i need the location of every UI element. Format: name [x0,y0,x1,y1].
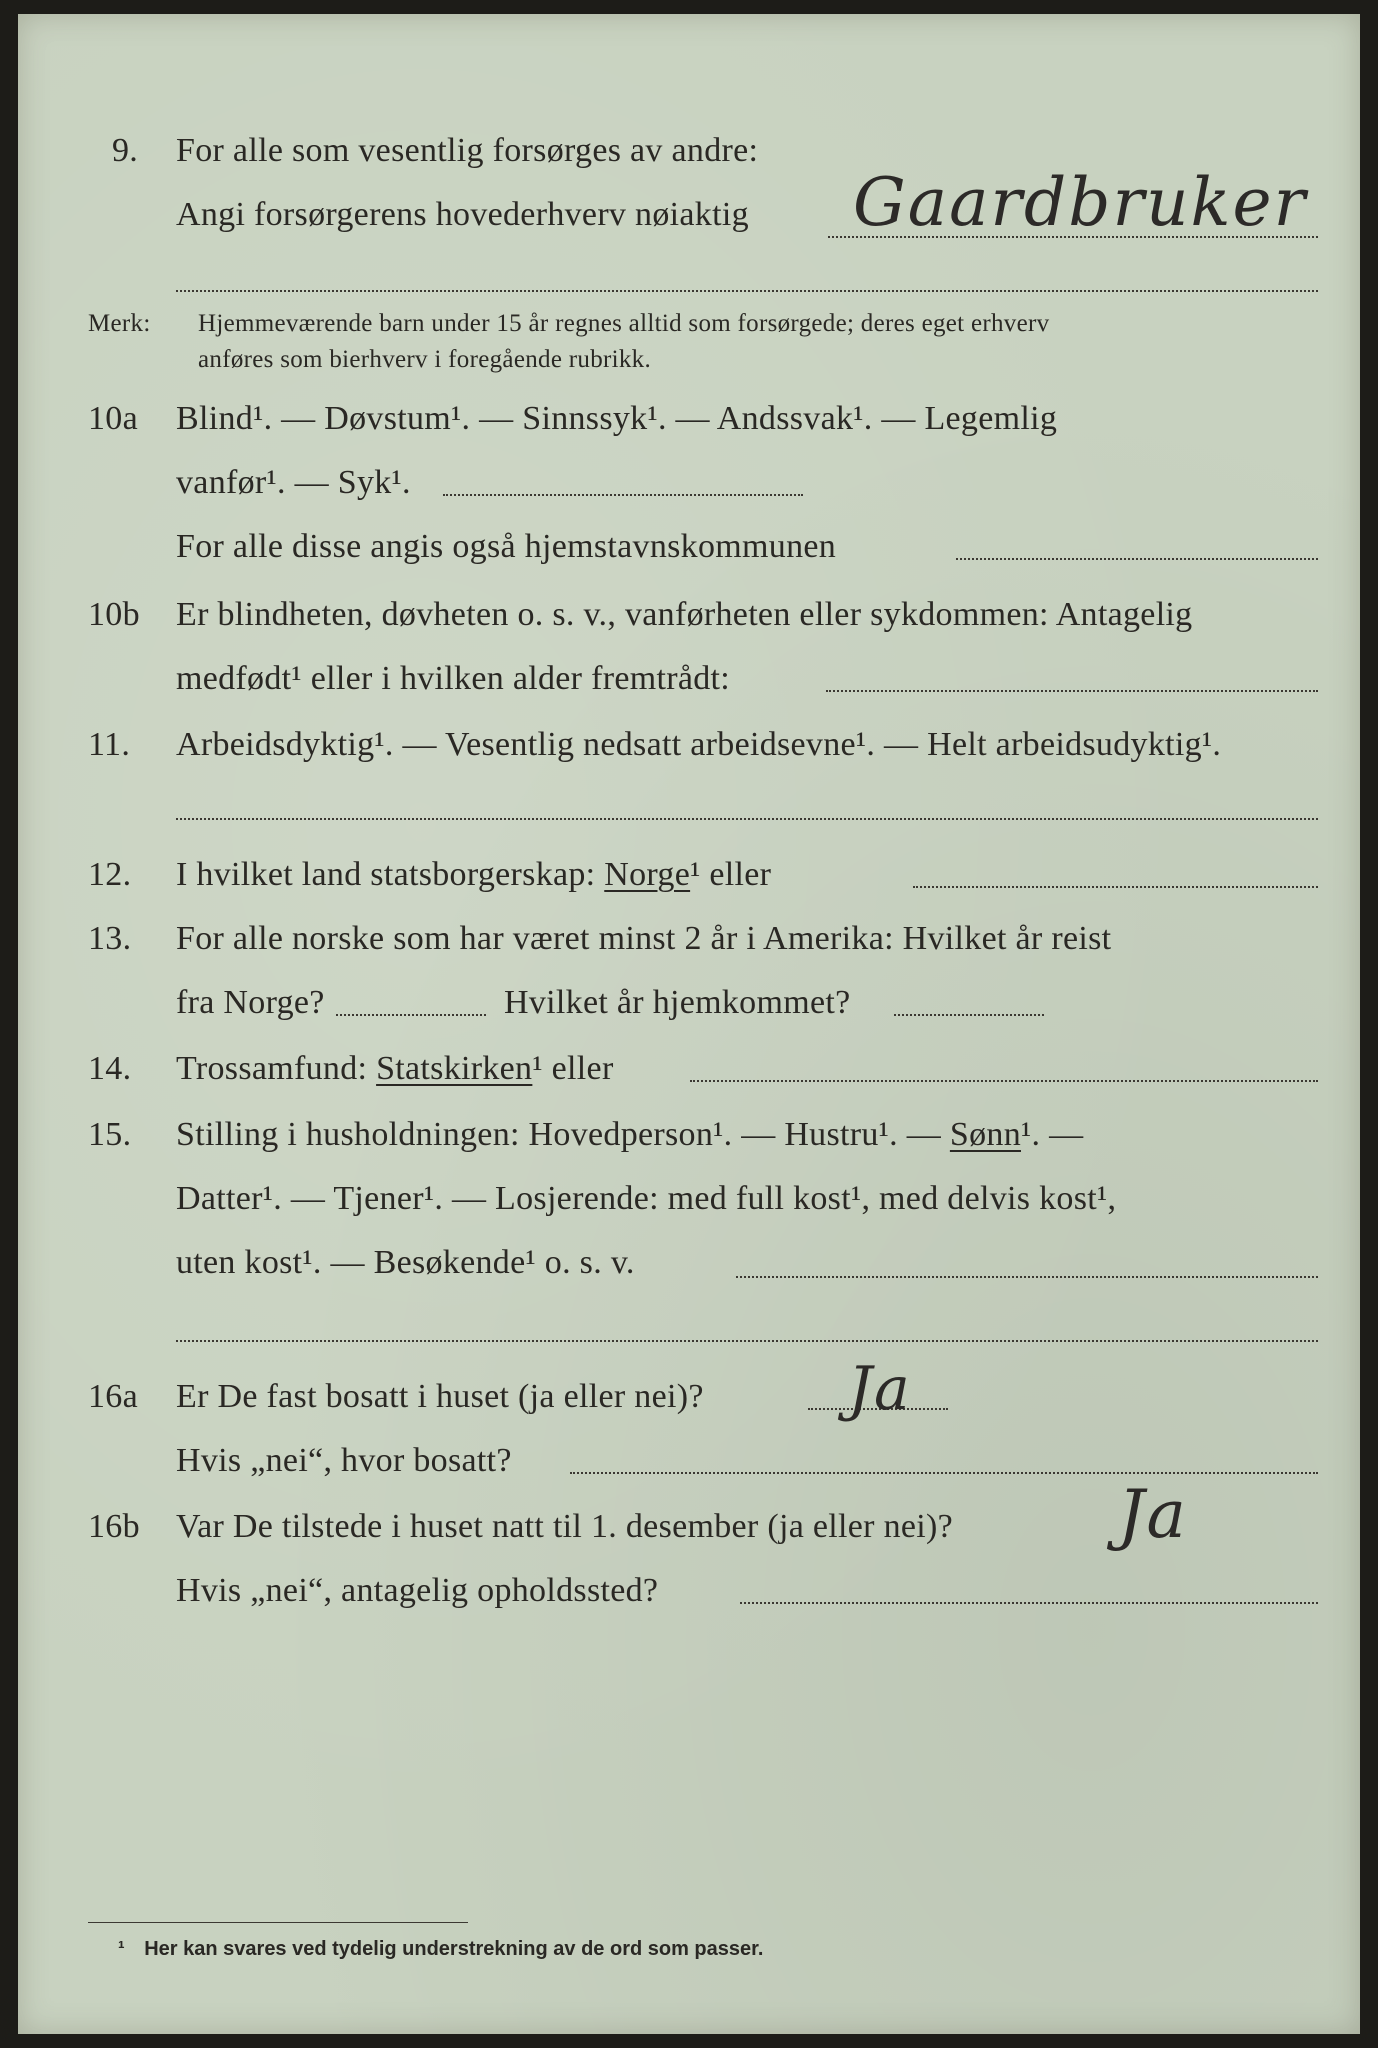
answer-line [443,494,803,496]
question-text-suffix: ¹ eller [532,1050,614,1087]
census-form-page [18,14,1360,2034]
question-text: Datter¹. — Tjener¹. — Losjerende: med full kost¹, med delvis kost¹, [176,1180,1117,1217]
question-number: 10a [88,400,138,437]
answer-line [956,558,1318,560]
question-text: Hvis „nei“, antagelig opholdssted? [176,1572,659,1609]
answer-line [176,1340,1318,1342]
question-text-suffix: ¹ eller [690,856,772,893]
question-number: 13. [88,920,132,957]
answer-line [690,1080,1318,1082]
handwritten-answer: Ja [848,1354,912,1424]
question-text-wrap [176,1116,1083,1154]
answer-line [826,690,1318,692]
question-text: Var De tilstede i huset natt til 1. desember (ja eller nei)? [176,1508,954,1545]
note-text: anføres som bierhverv i foregående rubrikk. [198,346,652,373]
question-text: Blind¹. — Døvstum¹. — Sinnssyk¹. — Andssvak¹. — Legemlig [176,400,1058,437]
question-text-wrap [176,1050,614,1088]
question-text-suffix: ¹. — [1021,1116,1084,1153]
question-number: 10b [88,596,140,633]
handwritten-answer: Gaardbruker [853,164,1308,241]
question-text: Er blindheten, døvheten o. s. v., vanførheten eller sykdommen: Antagelig [176,596,1193,633]
question-number: 12. [88,856,132,893]
answer-line [740,1602,1318,1604]
question-text-wrap [176,856,771,894]
question-text: Stilling i husholdningen: Hovedperson¹. — Hustru¹. — [176,1116,942,1153]
underlined-answer: Statskirken [376,1050,533,1087]
answer-line [176,290,1318,292]
answer-line [336,1014,486,1016]
question-text: Trossamfund: [176,1050,368,1087]
question-text: For alle disse angis også hjemstavnskommunen [176,528,837,565]
question-text: For alle som vesentlig forsørges av andre: [176,132,759,169]
footnote-rule [88,1922,468,1923]
question-text: Angi forsørgerens hovederhverv nøiaktig [176,196,749,233]
note-label: Merk: [88,310,151,337]
question-text: medfødt¹ eller i hvilken alder fremtrådt: [176,660,731,697]
question-number: 9. [112,132,139,169]
question-text: Hvis „nei“, hvor bosatt? [176,1442,512,1479]
underlined-answer: Sønn [949,1116,1021,1153]
answer-line [894,1014,1044,1016]
question-text: Arbeidsdyktig¹. — Vesentlig nedsatt arbeidsevne¹. — Helt arbeidsudyktig¹. [176,726,1222,763]
question-text: Hvilket år hjemkommet? [504,984,851,1021]
answer-line [913,886,1318,888]
question-number: 11. [88,726,131,763]
question-number: 15. [88,1116,132,1153]
question-text: fra Norge? [176,984,325,1021]
note-text: Hjemmeværende barn under 15 år regnes alltid som forsørgede; deres eget erhverv [198,310,1050,337]
underlined-answer: Norge [604,856,691,893]
question-text: uten kost¹. — Besøkende¹ o. s. v. [176,1244,635,1281]
handwritten-answer: Ja [1118,1476,1188,1553]
question-text: I hvilket land statsborgerskap: [176,856,596,893]
footnote-text: Her kan svares ved tydelig understrekning av de ord som passer. [144,1938,764,1960]
question-number: 16b [88,1508,140,1545]
answer-line [176,818,1318,820]
answer-line [570,1472,1318,1474]
question-number: 14. [88,1050,132,1087]
answer-line [736,1276,1318,1278]
question-text: vanfør¹. — Syk¹. [176,464,411,501]
footnote-mark: ¹ [118,1938,125,1960]
question-number: 16a [88,1378,138,1415]
footnote [118,1938,763,1961]
question-text: For alle norske som har været minst 2 år i Amerika: Hvilket år reist [176,920,1112,957]
question-text: Er De fast bosatt i huset (ja eller nei)? [176,1378,704,1415]
